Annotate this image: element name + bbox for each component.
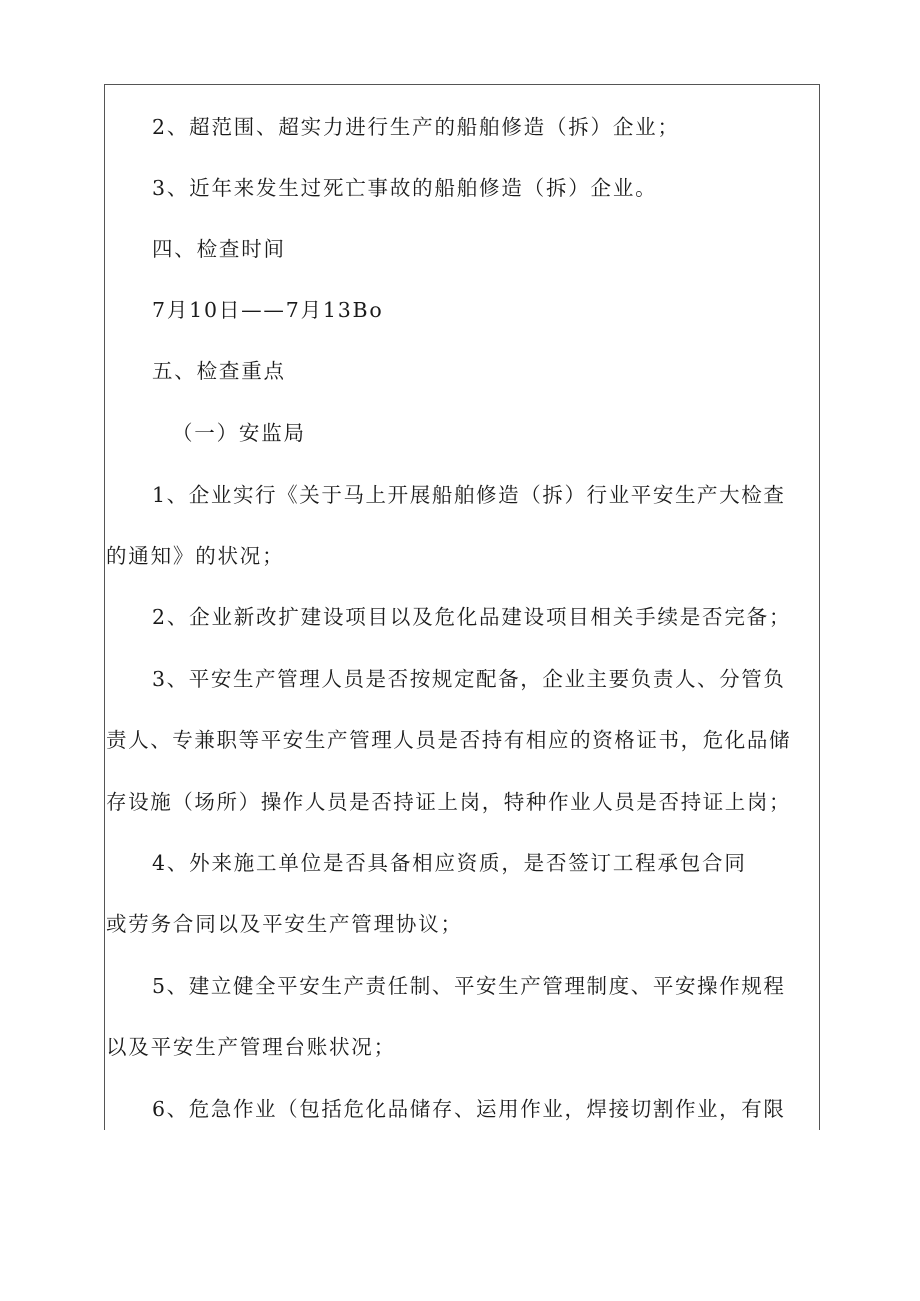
text-line-point-1: 1、企业实行《关于马上开展船舶修造（拆）行业平安生产大检查	[152, 483, 786, 507]
text-line-point-6: 6、危急作业（包括危化品储存、运用作业，焊接切割作业，有限	[152, 1097, 786, 1121]
text-line-point-4-cont: 或劳务合同以及平安生产管理协议；	[106, 912, 463, 936]
section-heading-inspection-time: 四、检查时间	[152, 237, 286, 261]
text-line-point-2: 2、企业新改扩建设项目以及危化品建设项目相关手续是否完备；	[152, 605, 792, 629]
text-line-point-5-cont: 以及平安生产管理台账状况；	[106, 1035, 396, 1059]
text-line-point-1-cont: 的通知》的状况；	[106, 544, 285, 568]
text-line-date-range: 7月10日——7月13Bo	[152, 298, 384, 322]
text-line-point-3-cont-2: 存设施（场所）操作人员是否持证上岗，特种作业人员是否持证上岗；	[106, 790, 792, 814]
text-line-item-2: 2、超范围、超实力进行生产的船舶修造（拆）企业；	[152, 115, 680, 139]
text-line-point-3: 3、平安生产管理人员是否按规定配备，企业主要负责人、分管负	[152, 667, 786, 691]
subsection-heading-safety-bureau: （一）安监局	[172, 421, 306, 445]
text-line-point-3-cont-1: 责人、专兼职等平安生产管理人员是否持有相应的资格证书，危化品储	[106, 728, 792, 752]
section-heading-inspection-focus: 五、检查重点	[152, 359, 286, 383]
text-line-item-3: 3、近年来发生过死亡事故的船舶修造（拆）企业。	[152, 176, 658, 200]
text-line-point-4: 4、外来施工单位是否具备相应资质，是否签订工程承包合同	[152, 851, 747, 875]
text-line-point-5: 5、建立健全平安生产责任制、平安生产管理制度、平安操作规程	[152, 974, 786, 998]
